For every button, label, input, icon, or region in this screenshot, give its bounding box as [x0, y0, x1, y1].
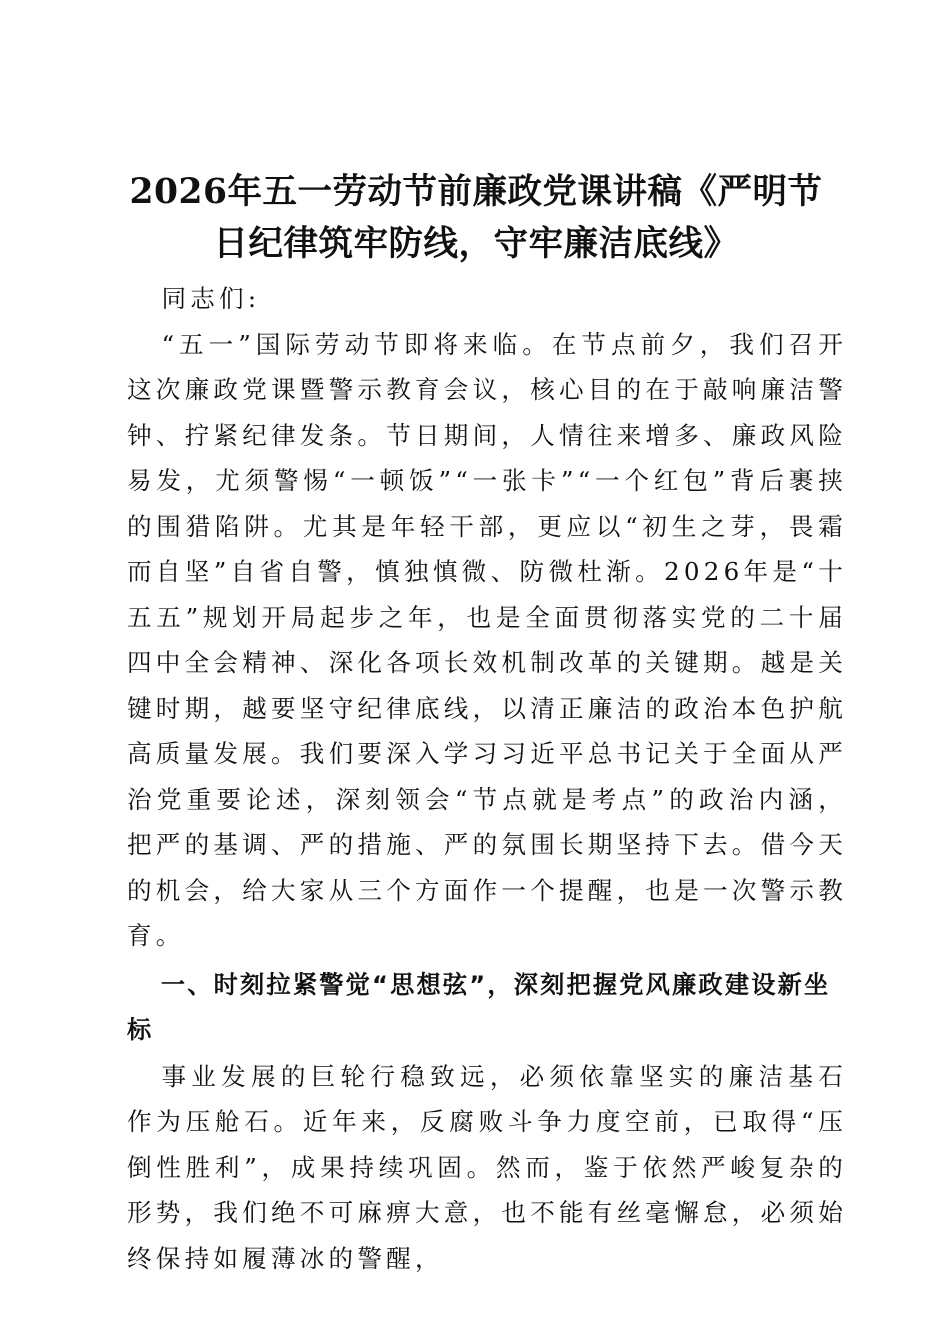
document-body [127, 276, 847, 1281]
document-title: 2026年五一劳动节前廉政党课讲稿《严明节日纪律筑牢防线，守牢廉洁底线》 [129, 172, 823, 264]
section-paragraph: 事业发展的巨轮行稳致远，必须依靠坚实的廉洁基石作为压舱石。近年来，反腐败斗争力度空前，已取得“压倒性胜利”，成果持续巩固。然而，鉴于依然严峻复杂的形势，我们绝不可麻痹大意，也不能有丝毫懈怠，必须始终保持如履薄冰的警醒， [127, 1061, 847, 1273]
section-heading: 一、时刻拉紧警觉“思想弦”，深刻把握党风廉政建设新坐标 [127, 970, 831, 1044]
greeting: 同志们: [161, 284, 261, 313]
intro-paragraph: “五一”国际劳动节即将来临。在节点前夕，我们召开这次廉政党课暨警示教育会议，核心目的在于敲响廉洁警钟、拧紧纪律发条。节日期间，人情往来增多、廉政风险易发，尤须警惕“一顿饭”“一张卡”“一个红包”背后裹挟的围猎陷阱。尤其是年轻干部，更应以“初生之芽，畏霜而自坚”自省自警，慎独慎微、防微杜渐。2026年是“十五五”规划开局起步之年，也是全面贯彻落实党的二十届四中全会精神、深化各项长效机制改革的关键期。越是关键时期，越要坚守纪律底线，以清正廉洁的政治本色护航高质量发展。我们要深入学习习近平总书记关于全面从严治党重要论述，深刻领会“节点就是考点”的政治内涵，把严的基调、严的措施、严的氛围长期坚持下去。借今天的机会，给大家从三个方面作一个提醒，也是一次警示教育。 [127, 329, 847, 950]
